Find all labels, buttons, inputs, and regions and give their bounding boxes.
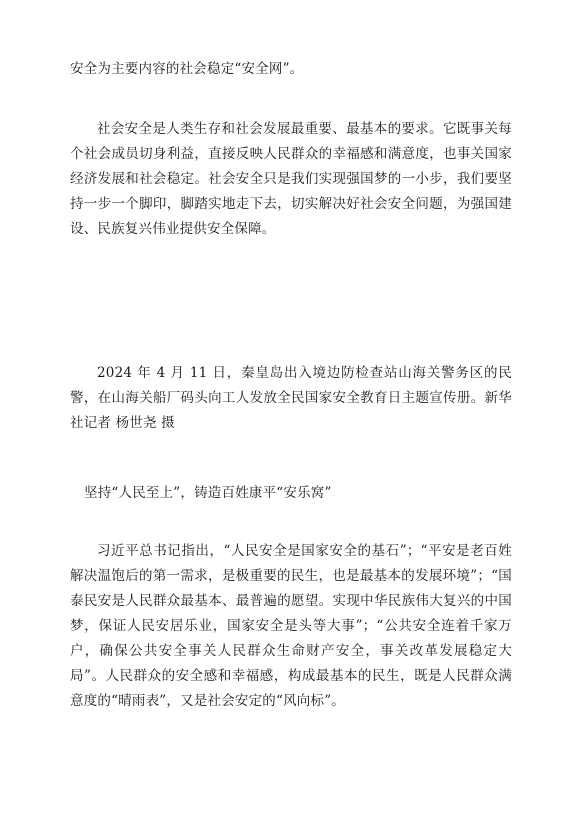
photo-caption: 2024 年 4 月 11 日，秦皇岛出入境边防检查站山海关警务区的民警，在山海关船厂码头向工人发放全民国家安全教育日主题宣传册。新华社记者 杨世尧 摄	[70, 365, 512, 431]
paragraph-social-security: 社会安全是人类生存和社会发展最重要、最基本的要求。它既事关每个社会成员切身利益，直接反映人民群众的幸福感和满意度，也事关国家经济发展和社会稳定。社会安全只是我们实现强国梦的一小步，我们要坚持一步一个脚印，脚踏实地走下去，切实解决好社会安全问题，为强国建设、民族复兴伟业提供安全保障。	[70, 121, 512, 237]
paragraph-xi-quotes: 习近平总书记指出，“人民安全是国家安全的基石”；“平安是老百姓解决温饱后的第一需求，是极重要的民生，也是最基本的发展环境”；“国泰民安是人民群众最基本、最普遍的愿望。实现中华民族伟大复兴的中国梦，保证人民安居乐业，国家安全是头等大事”；“公共安全连着千家万户，确保公共安全事关人民群众生命财产安全，事关改革发展稳定大局”。人民群众的安全感和幸福感，构成最基本的民生，既是人民群众满意度的“晴雨表”，又是社会安定的“风向标”。	[70, 543, 512, 709]
paragraph-continuation: 安全为主要内容的社会稳定“安全网”。	[70, 61, 304, 77]
section-heading: 坚持“人民至上”，铸造百姓康平“安乐窝”	[84, 485, 332, 501]
